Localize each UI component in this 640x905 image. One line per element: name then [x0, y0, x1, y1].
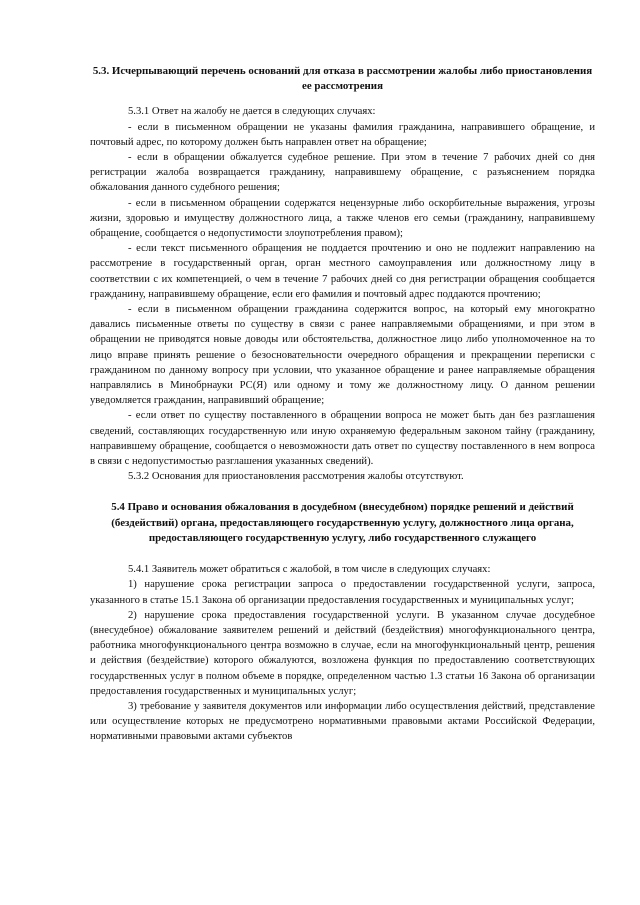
section-5-4-heading: 5.4 Право и основания обжалования в досудебном (внесудебном) порядке решений и действий (бездействий) органа, предоставляющего государственную услугу, должностного лица органа, предоставляющего государственную услугу, либо государственного служащего [111, 501, 574, 544]
list-item-obscene: - если в письменном обращении содержатся нецензурные либо оскорбительные выражения, угрозы жизни, здоровью и имуществу должностного лица, а также членов его семьи (гражданину, направившему обращение, сообщается о недопустимости злоупотребления правом); [90, 197, 595, 240]
paragraph-5-3-2: 5.3.2 Основания для приостановления рассмотрения жалобы отсутствуют. [128, 471, 464, 483]
list-item-illegible: - если текст письменного обращения не поддается прочтению и оно не подлежит направлению на рассмотрение в государственный орган, орган местного самоуправления или должностному лицу в соответствии с их компетенцией, о чем в течение 7 рабочих дней со дня регистрации обращения сообщается гражданину, направившему обращение, если его фамилия и почтовый адрес поддаются прочтению; [90, 243, 595, 300]
document-content [90, 64, 595, 745]
list-item-secret: - если ответ по существу поставленного в обращении вопроса не может быть дан без разглашения сведений, составляющих государственную или иную охраняемую федеральным законом тайну (гражданину, направившему обращение, сообщается о невозможности дать ответ по существу поставленного в нем вопроса в связи с недопустимостью разглашения указанных сведений). [90, 410, 595, 468]
section-5-3-heading: 5.3. Исчерпывающий перечень оснований для отказа в рассмотрении жалобы либо приостановления ее рассмотрения [92, 65, 593, 93]
paragraph-5-4-1: 5.4.1 Заявитель может обратиться с жалобой, в том числе в следующих случаях: [128, 564, 491, 576]
paragraph-5-3-1: 5.3.1 Ответ на жалобу не дается в следующих случаях: [128, 106, 376, 118]
list-item-court-decision: - если в обращении обжалуется судебное решение. При этом в течение 7 рабочих дней со дня регистрации жалоба возвращается гражданину, направившему обращение, с разъяснением порядка обжалования данного судебного решения; [90, 152, 595, 194]
list-item-1: 1) нарушение срока регистрации запроса о предоставлении государственной услуги, запроса, указанного в статье 15.1 Закона об организации предоставления государственных и муниципальных услуг; [90, 579, 595, 606]
list-item-3: 3) требование у заявителя документов или информации либо осуществления действий, представление или осуществление которых не предусмотрено нормативными правовыми актами Российской Федерации, нормативными правовыми актами субъектов [90, 700, 595, 743]
list-item-2: 2) нарушение срока предоставления государственной услуги. В указанном случае досудебное (внесудебное) обжалование заявителем решений и действий (бездействия) многофункционального центра, работника многофункционального центра возможно в случае, если на многофункциональный центр, решения и действия (бездействие) которого обжалуются, возложена функция по предоставлению соответствующих государственных услуг в полном объеме в порядке, определенном частью 1.3 статьи 16 Закона об организации предоставления государственных и муниципальных услуг; [90, 609, 595, 697]
list-item-repeated: - если в письменном обращении гражданина содержится вопрос, на который ему многократно давались письменные ответы по существу в связи с ранее направляемыми обращениями, и при этом в обращении не приводятся новые доводы или обстоятельства, должностное лицо либо уполномоченное на то лицо вправе принять решение о безосновательности очередного обращения и прекращении переписки с гражданином по данному вопросу при условии, что указанное обращение и ранее направляемые обращения направлялись в Минобрнауки РС(Я) или одному и тому же должностному лицу. О данном решении уведомляется гражданин, направивший обращение; [90, 304, 595, 407]
list-item-no-name: - если в письменном обращении не указаны фамилия гражданина, направившего обращение, и почтовый адрес, по которому должен быть направлен ответ на обращение; [90, 121, 595, 148]
